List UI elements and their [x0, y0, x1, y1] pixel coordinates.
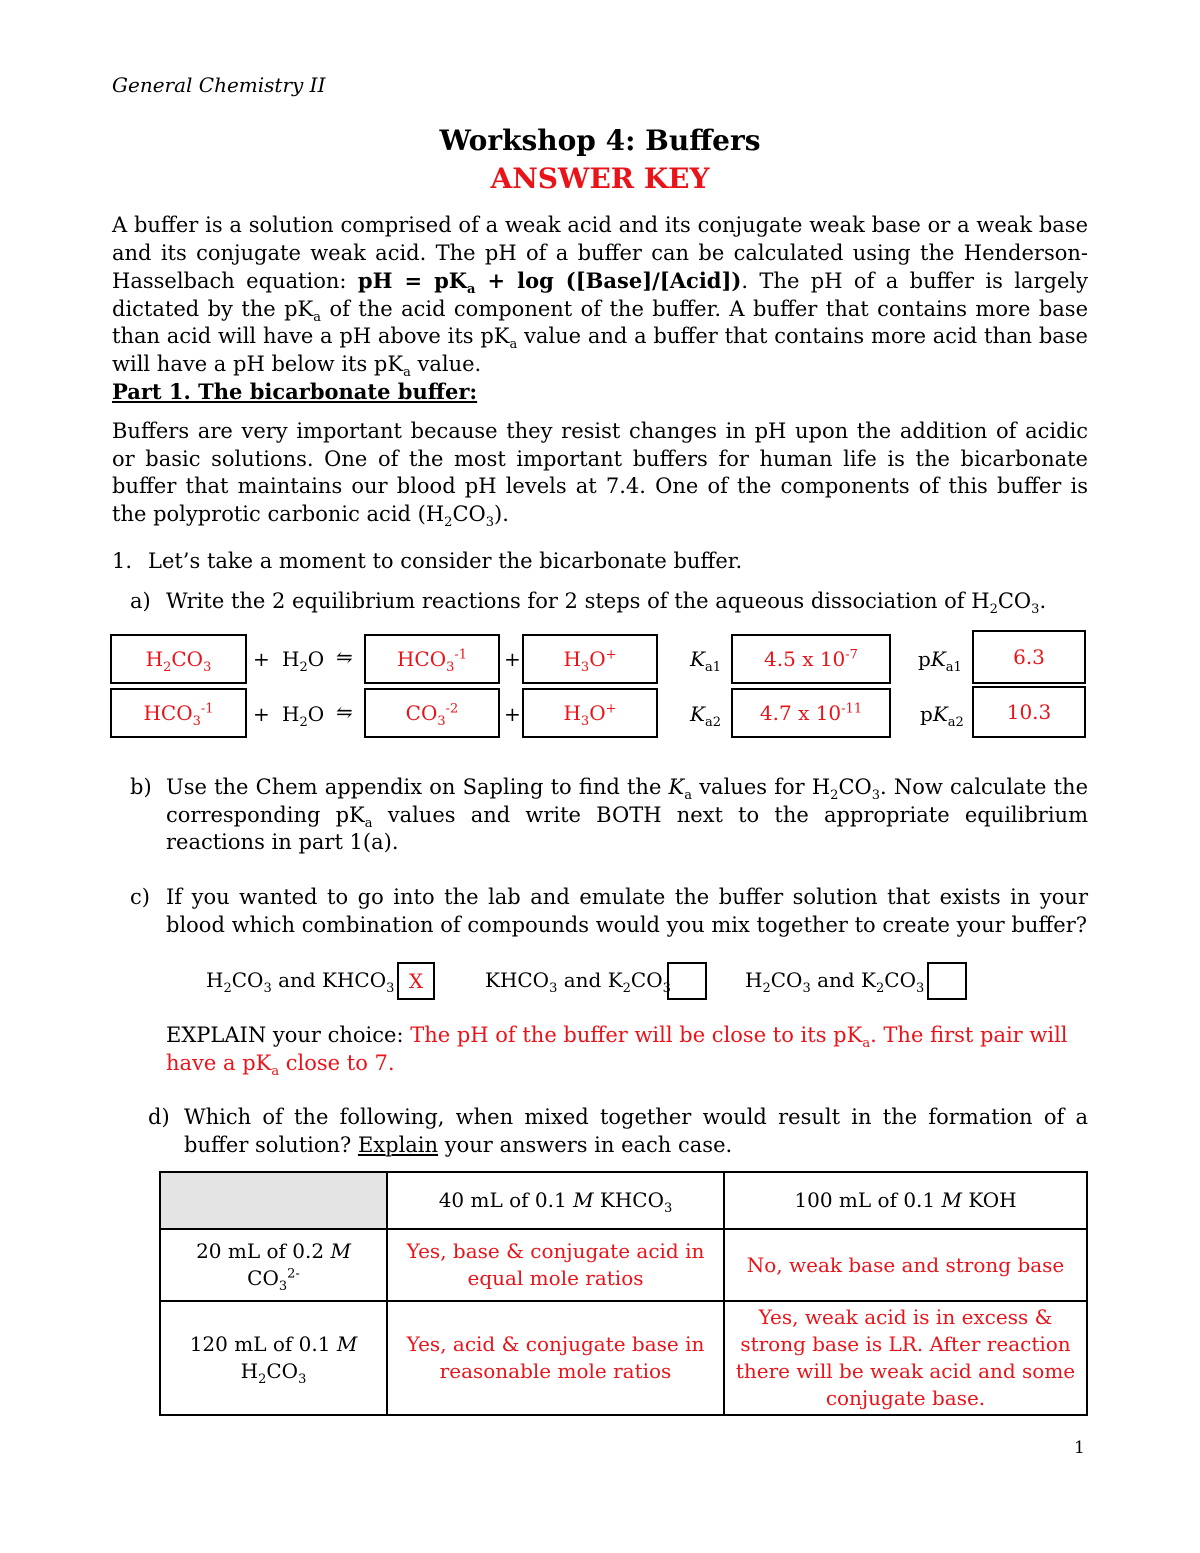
table-corner-cell — [160, 1172, 387, 1229]
q1a-label: a) — [130, 589, 151, 613]
option3-label: $H_2CO_3$ and $K_2CO_3$ — [745, 968, 925, 996]
r1-water: $H_2O$ — [282, 647, 325, 675]
r2-hydronium-box: $H_3O^+$ — [522, 688, 658, 738]
course-header: General Chemistry II — [112, 73, 326, 97]
answer-key-title: ANSWER KEY — [490, 162, 710, 195]
cell-h2co3-koh: Yes, weak acid is in excess & strong base is LR. After reaction there will be weak acid and some conjugate base. — [724, 1301, 1087, 1415]
part1-heading: Part 1. The bicarbonate buffer: — [112, 379, 478, 404]
r1-plus-2: + — [504, 647, 521, 671]
row-header-h2co3: 120 mL of 0.1 M $H_2CO_3$ — [160, 1301, 387, 1415]
option1-checkbox[interactable]: X — [397, 962, 435, 1000]
r1-equilibrium-arrow: ⇋ — [336, 645, 353, 669]
page-number: 1 — [1074, 1438, 1085, 1458]
col-header-koh: 100 mL of 0.1 M KOH — [724, 1172, 1087, 1229]
page-title: Workshop 4: Buffers — [439, 124, 761, 157]
q1a-text: Write the 2 equilibrium reactions for 2 steps of the aqueous dissociation of $H_2CO_3$. — [166, 589, 1047, 618]
r2-equilibrium-arrow: ⇋ — [336, 700, 353, 724]
r2-plus-1: + — [253, 702, 270, 726]
col-header-khco3: 40 mL of 0.1 M $KHCO_3$ — [387, 1172, 724, 1229]
explain-answer: EXPLAIN your choice: The pH of the buffer will be close to its $pK_a$. The first pair will have a $pK_a$ close to 7. — [166, 1023, 1068, 1079]
table-row — [160, 1229, 1087, 1301]
r2-water: $H_2O$ — [282, 702, 325, 730]
cell-co3-koh: No, weak base and strong base — [724, 1229, 1087, 1301]
r2-k-label: $K_{a2}$ — [690, 702, 721, 730]
r2-reactant-box: $HCO_3^{-1}$ — [110, 688, 247, 738]
q1d-label: d) — [148, 1105, 170, 1129]
r1-reactant-box: $H_2CO_3$ — [110, 634, 247, 684]
q1b-text: Use the Chem appendix on Sapling to find the $K_a$ values for $H_2CO_3$. Now calculate the corresponding $pK_a$ values and write BOTH next to the appropriate equilibrium reactions in part 1(a). — [166, 775, 1088, 854]
r1-hydronium-box: $H_3O^+$ — [522, 634, 658, 684]
q1-text: Let’s take a moment to consider the bicarbonate buffer. — [148, 549, 743, 573]
r1-pk-label: $pK_{a1}$ — [918, 647, 962, 675]
q1b-label: b) — [130, 775, 152, 799]
q1d-text: Which of the following, when mixed together would result in the formation of a buffer solution? Explain your answers in each case. — [184, 1105, 1088, 1157]
cell-co3-khco3: Yes, base & conjugate acid in equal mole ratios — [387, 1229, 724, 1301]
r2-pk-label: $pK_{a2}$ — [920, 702, 964, 730]
r1-conjugate-base-box: $HCO_3^{-1}$ — [364, 634, 500, 684]
r2-plus-2: + — [504, 702, 521, 726]
cell-h2co3-khco3: Yes, acid & conjugate base in reasonable mole ratios — [387, 1301, 724, 1415]
q1c-label: c) — [130, 885, 150, 909]
r1-plus-1: + — [253, 647, 270, 671]
r1-k-label: $K_{a1}$ — [690, 647, 721, 675]
r1-ka-box: 4.5 x $10^{-7}$ — [731, 634, 891, 684]
r2-pka-box: 10.3 — [972, 686, 1086, 738]
option1-label: $H_2CO_3$ and $KHCO_3$ — [206, 968, 395, 996]
option3-checkbox[interactable] — [927, 962, 967, 1000]
row-header-co3: 20 mL of 0.2 M $CO_3^{2-}$ — [160, 1229, 387, 1301]
r2-ka-box: 4.7 x $10^{-11}$ — [731, 688, 891, 738]
table-row — [160, 1301, 1087, 1415]
option2-label: $KHCO_3$ and $K_2CO_3$ — [485, 968, 671, 996]
q1-number: 1. — [112, 549, 133, 573]
intro-paragraph: A buffer is a solution comprised of a weak acid and its conjugate weak base or a weak base and its conjugate weak acid. The pH of a buffer can be calculated using the Henderson-Hasselbach equation: pH = $pK_a + \log$ ([Base]/[Acid]). The pH of a buffer is largely dictated by the $pK_a$ of the acid component of the buffer. A buffer that contains more base than acid will have a pH above its $pK_a$ value and a buffer that contains more acid than base will have a pH below its $pK_a$ value. — [112, 213, 1089, 380]
buffer-table — [159, 1171, 1088, 1416]
option2-checkbox[interactable] — [667, 962, 707, 1000]
r1-pka-box: 6.3 — [972, 630, 1086, 684]
r2-conjugate-base-box: $CO_3^{-2}$ — [364, 688, 500, 738]
part1-paragraph: Buffers are very important because they resist changes in pH upon the addition of acidic or basic solutions. One of the most important buffers for human life is the bicarbonate buffer that maintains our blood pH levels at 7.4. One of the components of this buffer is the polyprotic carbonic acid $(H_2CO_3)$. — [112, 419, 1088, 530]
q1c-text: If you wanted to go into the lab and emulate the buffer solution that exists in your blood which combination of compounds would you mix together to create your buffer? — [166, 885, 1088, 937]
